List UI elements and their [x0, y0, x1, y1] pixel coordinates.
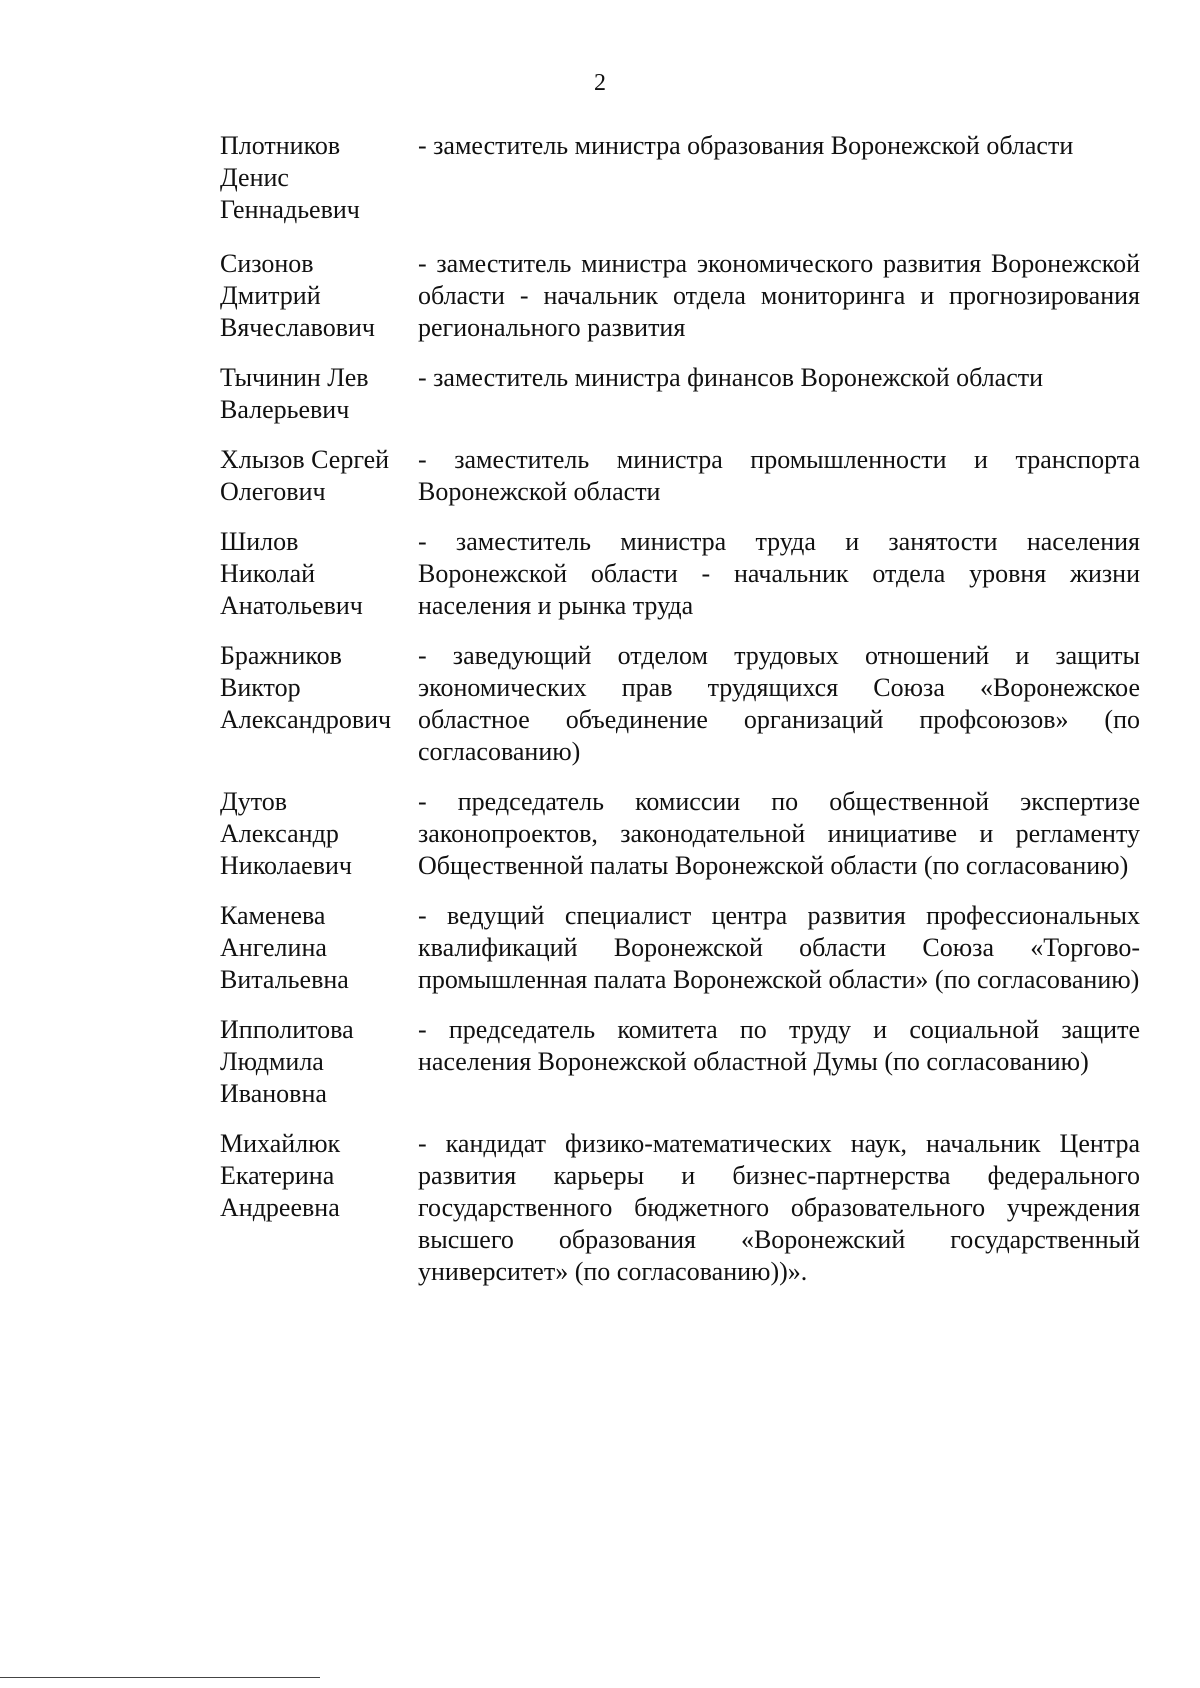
page-number: 2	[594, 70, 606, 96]
member-first-name: Людмила	[220, 1047, 324, 1076]
member-entry	[220, 444, 1140, 508]
member-first-name: Екатерина	[220, 1161, 335, 1190]
member-entry	[220, 130, 1140, 226]
member-role: - заместитель министра финансов Воронежской области	[418, 363, 1044, 392]
member-first-name: Николай	[220, 559, 316, 588]
member-role: - заместитель министра труда и занятости населения Воронежской области - начальник отдела уровня жизни населения и рынка труда	[418, 527, 1140, 620]
member-surname: Михайлюк	[220, 1129, 341, 1158]
member-entry	[220, 1128, 1140, 1288]
member-entry	[220, 362, 1140, 426]
member-role: - председатель комиссии по общественной экспертизе законопроектов, законодательной инициативе и регламенту Общественной палаты Воронежской области (по согласованию)	[418, 787, 1140, 880]
member-patronymic: Ивановна	[220, 1079, 327, 1108]
member-surname: Каменева	[220, 901, 326, 930]
member-list	[220, 130, 1140, 1288]
member-role: - ведущий специалист центра развития профессиональных квалификаций Воронежской области Союза «Торгово-промышленная палата Воронежской области» (по согласованию)	[418, 901, 1140, 994]
member-name	[220, 526, 418, 622]
member-patronymic: Валерьевич	[220, 395, 350, 424]
member-first-name: Дмитрий	[220, 281, 321, 310]
member-entry	[220, 526, 1140, 622]
member-name	[220, 130, 418, 226]
member-surname: Дутов	[220, 787, 288, 816]
member-first-name: Денис	[220, 163, 289, 192]
member-entry	[220, 1014, 1140, 1110]
member-entry	[220, 640, 1140, 768]
member-patronymic: Николаевич	[220, 851, 352, 880]
member-surname: Хлызов Сергей	[220, 445, 390, 474]
member-surname: Тычинин Лев	[220, 363, 369, 392]
member-first-name: Александр	[220, 819, 339, 848]
member-role: - заместитель министра образования Воронежской области	[418, 131, 1074, 160]
member-entry	[220, 786, 1140, 882]
member-name	[220, 640, 418, 768]
member-role: - заместитель министра промышленности и транспорта Воронежской области	[418, 445, 1140, 506]
member-surname: Плотников	[220, 131, 341, 160]
member-patronymic: Геннадьевич	[220, 195, 360, 224]
member-name	[220, 786, 418, 882]
member-patronymic: Александрович	[220, 705, 392, 734]
member-first-name: Виктор	[220, 673, 301, 702]
member-patronymic: Андреевна	[220, 1193, 340, 1222]
member-patronymic: Анатольевич	[220, 591, 363, 620]
member-role: - кандидат физико-математических наук, начальник Центра развития карьеры и бизнес-партнерства федерального государственного бюджетного образовательного учреждения высшего образования «Воронежский государственный университет» (по согласованию))».	[418, 1129, 1140, 1286]
scan-edge-line	[0, 1677, 320, 1678]
member-patronymic: Вячеславович	[220, 313, 375, 342]
member-first-name: Ангелина	[220, 933, 327, 962]
member-entry	[220, 900, 1140, 996]
member-patronymic: Витальевна	[220, 965, 349, 994]
member-surname: Ипполитова	[220, 1015, 354, 1044]
member-surname: Сизонов	[220, 249, 314, 278]
member-name	[220, 362, 418, 426]
member-surname: Бражников	[220, 641, 342, 670]
member-surname: Шилов	[220, 527, 299, 556]
member-name	[220, 444, 418, 508]
member-role: - заведующий отделом трудовых отношений и защиты экономических прав трудящихся Союза «Воронежское областное объединение организаций профсоюзов» (по согласованию)	[418, 641, 1140, 766]
member-role: - председатель комитета по труду и социальной защите населения Воронежской областной Думы (по согласованию)	[418, 1015, 1140, 1076]
member-name	[220, 900, 418, 996]
member-name	[220, 248, 418, 344]
member-role: - заместитель министра экономического развития Воронежской области - начальник отдела мониторинга и прогнозирования регионального развития	[418, 249, 1140, 342]
member-name	[220, 1128, 418, 1288]
member-entry	[220, 248, 1140, 344]
member-patronymic: Олегович	[220, 477, 326, 506]
member-name	[220, 1014, 418, 1110]
